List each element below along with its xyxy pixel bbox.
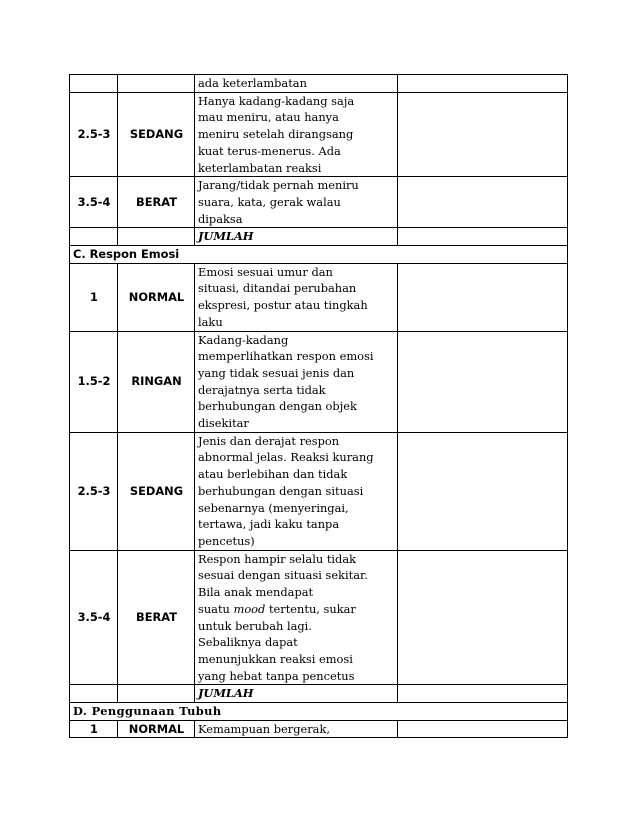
score-cell — [70, 75, 118, 93]
empty-cell — [70, 685, 118, 703]
category-cell: NORMAL — [118, 263, 195, 331]
score-entry-cell[interactable] — [398, 720, 568, 738]
section-heading: D. Penggunaan Tubuh — [70, 703, 568, 721]
category-cell — [118, 75, 195, 93]
description-line: Bila anak mendapat — [198, 585, 314, 600]
description-line: keterlambatan reaksi — [198, 160, 322, 175]
table-row — [70, 263, 568, 331]
table-row — [70, 92, 568, 177]
description-cell — [195, 92, 398, 177]
section-heading: C. Respon Emosi — [70, 246, 568, 264]
empty-cell — [70, 228, 118, 246]
score-entry-cell[interactable] — [398, 92, 568, 177]
category-cell: BERAT — [118, 177, 195, 228]
description-line: Hanya kadang-kadang saja — [198, 93, 355, 108]
description-line: berhubungan dengan objek — [198, 399, 357, 414]
description-line: ekspresi, postur atau tingkah — [198, 298, 368, 313]
category-cell: NORMAL — [118, 720, 195, 738]
description-line: Respon hampir selalu tidak — [198, 551, 357, 566]
description-line: ada keterlambatan — [198, 76, 307, 90]
description-line: Kadang-kadang — [198, 332, 289, 347]
description-cell — [195, 550, 398, 685]
description-text: tertentu, sukar — [265, 601, 356, 616]
score-entry-cell[interactable] — [398, 331, 568, 432]
description-line: kuat terus-menerus. Ada — [198, 143, 341, 158]
description-line: sebenarnya (menyeringai, — [198, 500, 349, 515]
category-cell: BERAT — [118, 550, 195, 685]
table-row — [70, 177, 568, 228]
total-label: JUMLAH — [195, 685, 398, 703]
description-line: Jenis dan derajat respon — [198, 433, 340, 448]
description-line: laku — [198, 314, 223, 329]
emphasized-word: mood — [233, 601, 266, 616]
table-row — [70, 550, 568, 685]
description-line: disekitar — [198, 416, 249, 431]
category-cell: SEDANG — [118, 92, 195, 177]
score-entry-cell[interactable] — [398, 263, 568, 331]
description-line: suara, kata, gerak walau — [198, 194, 341, 209]
description-line: menunjukkan reaksi emosi — [198, 651, 353, 666]
description-line: abnormal jelas. Reaksi kurang — [198, 450, 374, 465]
score-cell: 2.5-3 — [70, 92, 118, 177]
description-line: Sebaliknya dapat — [198, 635, 298, 650]
description-line: tertawa, jadi kaku tanpa — [198, 517, 340, 532]
description-line — [198, 601, 395, 618]
description-line: situasi, ditandai perubahan — [198, 281, 357, 296]
category-cell: RINGAN — [118, 331, 195, 432]
score-entry-cell[interactable] — [398, 432, 568, 550]
description-line: yang tidak sesuai jenis dan — [198, 365, 355, 380]
description-line: untuk berubah lagi. — [198, 618, 312, 633]
description-line: yang hebat tanpa pencetus — [198, 668, 355, 683]
empty-cell — [118, 685, 195, 703]
empty-cell — [118, 228, 195, 246]
score-cell: 1 — [70, 263, 118, 331]
table-row — [70, 432, 568, 550]
assessment-table — [69, 74, 568, 738]
table-row — [70, 75, 568, 93]
score-entry-cell[interactable] — [398, 177, 568, 228]
description-line: atau berlebihan dan tidak — [198, 467, 348, 482]
description-line: mau meniru, atau hanya — [198, 110, 339, 125]
total-entry-cell[interactable] — [398, 685, 568, 703]
score-entry-cell[interactable] — [398, 550, 568, 685]
score-cell: 1 — [70, 720, 118, 738]
score-cell: 3.5-4 — [70, 177, 118, 228]
description-line: pencetus) — [198, 533, 255, 548]
description-line: sesuai dengan situasi sekitar. — [198, 568, 368, 583]
description-line: dipaksa — [198, 211, 243, 226]
score-entry-cell[interactable] — [398, 75, 568, 93]
description-cell — [195, 177, 398, 228]
score-cell: 1.5-2 — [70, 331, 118, 432]
score-cell: 2.5-3 — [70, 432, 118, 550]
total-label: JUMLAH — [195, 228, 398, 246]
description-cell — [195, 432, 398, 550]
description-text: suatu — [198, 601, 234, 616]
table-row — [70, 331, 568, 432]
score-cell: 3.5-4 — [70, 550, 118, 685]
description-line: Jarang/tidak pernah meniru — [198, 178, 359, 193]
description-line: Kemampuan bergerak, — [198, 721, 330, 736]
category-cell: SEDANG — [118, 432, 195, 550]
description-cell — [195, 263, 398, 331]
description-line: memperlihatkan respon emosi — [198, 349, 374, 364]
total-row — [70, 685, 568, 703]
description-line: Emosi sesuai umur dan — [198, 264, 333, 279]
description-cell — [195, 75, 398, 93]
table-row — [70, 720, 568, 738]
description-cell — [195, 331, 398, 432]
section-row — [70, 703, 568, 721]
description-line: berhubungan dengan situasi — [198, 483, 364, 498]
description-cell — [195, 720, 398, 738]
description-line: derajatnya serta tidak — [198, 382, 326, 397]
total-row — [70, 228, 568, 246]
section-row — [70, 246, 568, 264]
total-entry-cell[interactable] — [398, 228, 568, 246]
description-line: meniru setelah dirangsang — [198, 127, 354, 142]
